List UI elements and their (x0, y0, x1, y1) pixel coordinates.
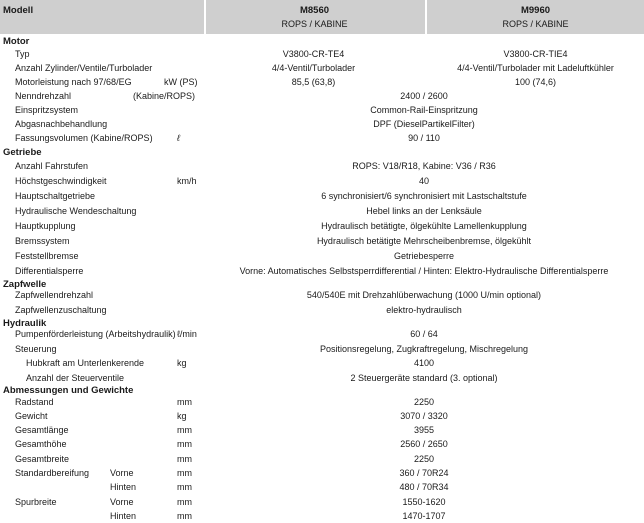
row-label: Zapfwellendrehzahl (15, 290, 94, 300)
row-value: ROPS: V18/R18, Kabine: V36 / R36 (352, 161, 496, 171)
row-value: 6 synchronisiert/6 synchronisiert mit Lastschaltstufe (321, 191, 527, 201)
row-unit: (Kabine/ROPS) (133, 91, 196, 101)
section-title: Motor (3, 36, 30, 47)
row-unit: mm (177, 439, 192, 449)
row-label: Gesamtbreite (15, 454, 70, 464)
row-value: 3955 (413, 425, 435, 435)
row-label: Nenndrehzahl (15, 91, 72, 101)
table-header (0, 0, 644, 34)
row-value: 480 / 70R34 (399, 482, 449, 492)
row-label: Radstand (15, 397, 54, 407)
row-label: Einspritzsystem (15, 105, 79, 115)
row-value-m9960: V3800-CR-TIE4 (503, 49, 568, 59)
row-value: 2560 / 2650 (400, 439, 448, 449)
row-sublabel: Vorne (110, 497, 134, 507)
section-title: Zapfwelle (3, 279, 47, 290)
row-label: Hauptkupplung (15, 221, 76, 231)
row-value: 1470-1707 (402, 511, 446, 521)
row-value: 360 / 70R24 (399, 468, 449, 478)
row-unit: mm (177, 497, 192, 507)
row-label: Fassungsvolumen (Kabine/ROPS) (15, 133, 153, 143)
row-sublabel: Hinten (110, 511, 137, 521)
row-value-m9960: 4/4-Ventil/Turbolader mit Ladeluftkühler (457, 63, 614, 73)
row-unit: mm (177, 468, 192, 478)
row-label: Hydraulische Wendeschaltung (15, 206, 137, 216)
row-value: 60 / 64 (410, 329, 438, 339)
row-label: Anzahl der Steuerventile (26, 373, 125, 383)
row-value: Hydraulisch betätigte Mehrscheibenbremse, ölgekühlt (316, 236, 532, 246)
row-unit: kW (PS) (164, 77, 198, 87)
row-value: Getriebesperre (393, 251, 455, 261)
row-value: 2250 (413, 397, 435, 407)
row-unit: km/h (177, 176, 197, 186)
row-label: Gesamtlänge (15, 425, 69, 435)
row-label: Pumpenförderleistung (Arbeitshydraulik) (15, 329, 176, 339)
row-value: 540/540E mit Drehzahlüberwachung (1000 U/min optional) (306, 290, 542, 300)
model-m9960-name: M9960 (520, 5, 551, 16)
row-label: Spurbreite (15, 497, 57, 507)
row-value: 2400 / 2600 (400, 91, 448, 101)
row-unit: mm (177, 482, 192, 492)
section-title: Getriebe (3, 147, 42, 158)
row-unit: ℓ (177, 133, 180, 143)
row-unit: ℓ/min (177, 329, 197, 339)
row-value: 3070 / 3320 (400, 411, 448, 421)
row-value-m9960: 100 (74,6) (514, 77, 557, 87)
section-header-motor (0, 36, 644, 47)
row-label: Hauptschaltgetriebe (15, 191, 96, 201)
row-label: Gesamthöhe (15, 439, 67, 449)
row-value: Positionsregelung, Zugkraftregelung, Mischregelung (319, 344, 529, 354)
row-label: Höchstgeschwindigkeit (15, 176, 107, 186)
row-value: 4100 (413, 358, 435, 368)
model-m9960-sub: ROPS / KABINE (502, 19, 569, 29)
model-m8560-name: M8560 (299, 5, 330, 16)
row-value: 2 Steuergeräte standard (3. optional) (350, 373, 498, 383)
row-label: Motorleistung nach 97/68/EG (15, 77, 132, 87)
section-header-abmessungen (0, 385, 644, 395)
row-label: Differentialsperre (15, 266, 84, 276)
row-value-m8560: V3800-CR-TE4 (282, 49, 345, 59)
section-title: Hydraulik (3, 318, 47, 329)
row-label: Abgasnachbehandlung (15, 119, 108, 129)
row-sublabel: Vorne (110, 468, 134, 478)
row-label: Hubkraft am Unterlenkerende (26, 358, 145, 368)
row-sublabel: Hinten (110, 482, 137, 492)
row-value: Common-Rail-Einspritzung (370, 105, 478, 115)
row-unit: mm (177, 454, 192, 464)
row-label: Standardbereifung (15, 468, 90, 478)
row-value: 1550-1620 (402, 497, 446, 507)
row-label: Typ (15, 49, 30, 59)
row-value-m8560: 85,5 (63,8) (291, 77, 336, 87)
row-label: Anzahl Zylinder/Ventile/Turbolader (15, 63, 153, 73)
row-unit: mm (177, 511, 192, 521)
row-value: Hydraulisch betätigte, ölgekühlte Lamellenkupplung (321, 221, 527, 231)
row-unit: kg (177, 358, 187, 368)
row-unit: mm (177, 397, 192, 407)
row-unit: kg (177, 411, 187, 421)
row-value-m8560: 4/4-Ventil/Turbolader (271, 63, 356, 73)
row-label: Anzahl Fahrstufen (15, 161, 89, 171)
model-m8560-sub: ROPS / KABINE (281, 19, 348, 29)
row-value: 2250 (413, 454, 435, 464)
model-label: Modell (3, 5, 34, 16)
row-value: 40 (418, 176, 429, 186)
section-header-getriebe (0, 146, 644, 157)
row-label: Bremssystem (15, 236, 70, 246)
section-title: Abmessungen und Gewichte (3, 385, 134, 396)
row-value: elektro-hydraulisch (386, 305, 462, 315)
row-label: Zapfwellenzuschaltung (15, 305, 107, 315)
column-divider (202, 47, 204, 523)
row-value: Vorne: Automatisches Selbstsperrdifferential / Hinten: Elektro-Hydraulische Differentialsperre (239, 266, 609, 276)
row-label: Gewicht (15, 411, 48, 421)
row-value: Hebel links an der Lenksäule (366, 206, 482, 216)
row-label: Feststellbremse (15, 251, 79, 261)
row-value: DPF (DieselPartikelFilter) (373, 119, 475, 129)
row-label: Steuerung (15, 344, 57, 354)
row-value: 90 / 110 (408, 133, 440, 143)
row-unit: mm (177, 425, 192, 435)
